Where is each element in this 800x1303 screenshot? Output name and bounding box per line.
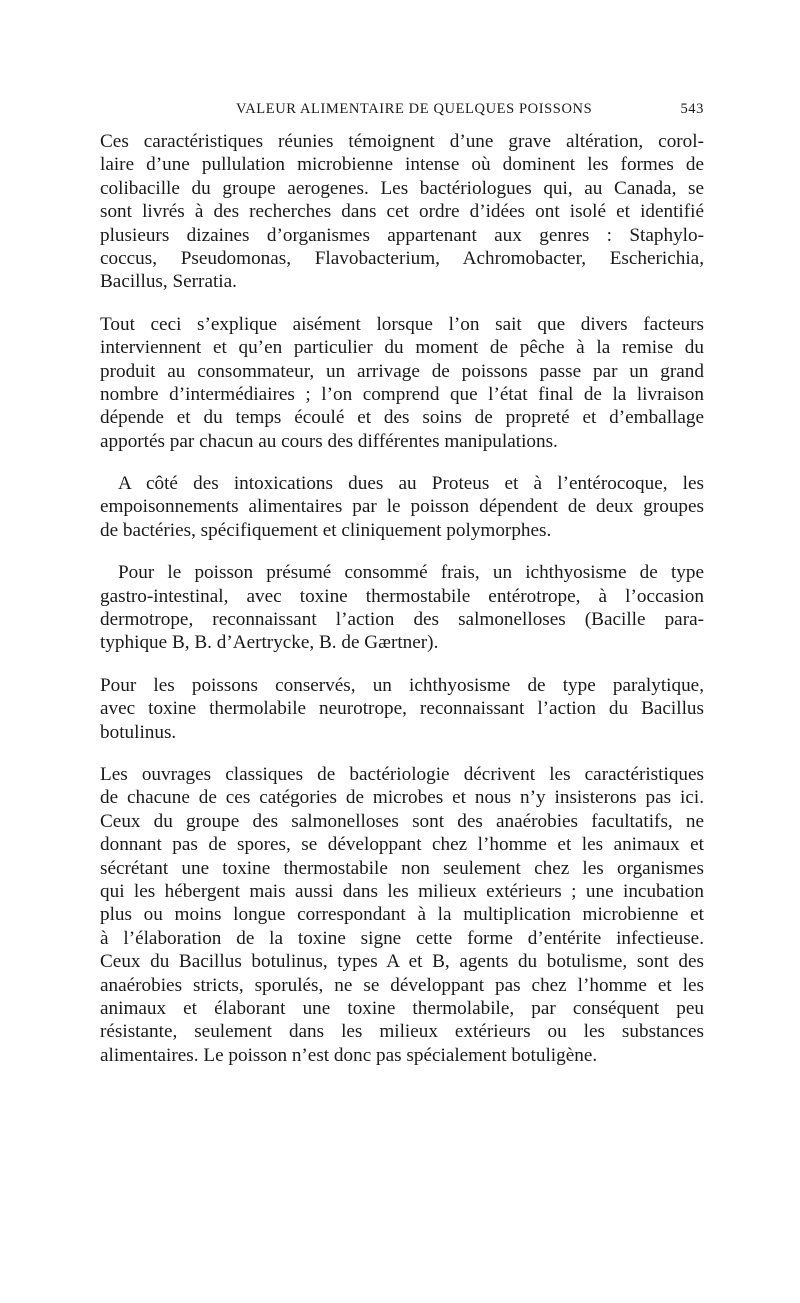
text-line: Pour les poissons conservés, un ichthyosisme de type paralytique, xyxy=(100,674,704,696)
text-line: alimentaires. Le poisson n’est donc pas spécialement botuligène. xyxy=(100,1044,598,1066)
text-line: dépende et du temps écoulé et des soins de propreté et d’emballage xyxy=(100,407,704,429)
text-line: typhique B, B. d’Aertrycke, B. de Gærtner). xyxy=(100,632,439,654)
paragraph-1 xyxy=(100,130,704,294)
text-line: A côté des intoxications dues au Proteus et à l’entérocoque, les xyxy=(118,473,704,495)
text-line: à l’élaboration de la toxine signe cette forme d’entérite infectieuse. xyxy=(100,927,704,949)
text-line: Ceux du groupe des salmonelloses sont des anaérobies facultatifs, ne xyxy=(100,810,704,832)
text-line: animaux et élaborant une toxine thermolabile, par conséquent peu xyxy=(100,997,704,1019)
text-line: sécrétant une toxine thermostabile non seulement chez les organismes xyxy=(100,857,704,879)
text-line: laire d’une pullulation microbienne intense où dominent les formes de xyxy=(100,154,704,176)
paragraph-2 xyxy=(100,313,704,453)
text-line: plus ou moins longue correspondant à la multiplication microbienne et xyxy=(100,904,704,926)
paragraph-6 xyxy=(100,763,704,1067)
text-line: produit au consommateur, un arrivage de poissons passe par un grand xyxy=(100,360,704,382)
text-line: plusieurs dizaines d’organismes appartenant aux genres : Staphylo- xyxy=(100,224,704,246)
text-line: Les ouvrages classiques de bactériologie décrivent les caractéristiques xyxy=(100,763,704,785)
running-title: VALEUR ALIMENTAIRE DE QUELQUES POISSONS xyxy=(236,101,593,117)
text-line: nombre d’intermédiaires ; l’on comprend que l’état final de la livraison xyxy=(100,383,704,405)
text-line: interviennent et qu’en particulier du moment de pêche à la remise du xyxy=(100,337,704,359)
paragraph-5 xyxy=(100,674,704,744)
text-line: sont livrés à des recherches dans cet ordre d’idées ont isolé et identifié xyxy=(100,201,704,223)
text-line: Tout ceci s’explique aisément lorsque l’on sait que divers facteurs xyxy=(100,313,704,335)
text-line: apportés par chacun au cours des différentes manipulations. xyxy=(100,430,558,452)
text-line: coccus, Pseudomonas, Flavobacterium, Achromobacter, Escherichia, xyxy=(100,247,704,269)
text-line: avec toxine thermolabile neurotrope, reconnaissant l’action du Bacillus xyxy=(100,698,704,720)
paragraph-4 xyxy=(100,561,704,655)
text-line: Pour le poisson présumé consommé frais, un ichthyosisme de type xyxy=(118,562,704,584)
text-line: empoisonnements alimentaires par le poisson dépendent de deux groupes xyxy=(100,496,704,518)
running-head xyxy=(100,101,704,121)
text-line: qui les hébergent mais aussi dans les milieux extérieurs ; une incubation xyxy=(100,880,704,902)
text-line: Bacillus, Serratia. xyxy=(100,271,237,293)
text-line: de bactéries, spécifiquement et cliniquement polymorphes. xyxy=(100,519,552,541)
text-line: botulinus. xyxy=(100,721,177,743)
text-line: résistante, seulement dans les milieux extérieurs ou les substances xyxy=(100,1021,704,1043)
text-line: de chacune de ces catégories de microbes et nous n’y insisterons pas ici. xyxy=(100,787,704,809)
text-line: donnant pas de spores, se développant chez l’homme et les animaux et xyxy=(100,834,704,856)
text-line: gastro-intestinal, avec toxine thermostabile entérotrope, à l’occasion xyxy=(100,585,704,607)
text-line: dermotrope, reconnaissant l’action des salmonelloses (Bacille para- xyxy=(100,609,704,631)
text-line: Ces caractéristiques réunies témoignent d’une grave altération, corol- xyxy=(100,131,704,152)
page-number: 543 xyxy=(680,101,704,117)
text-line: Ceux du Bacillus botulinus, types A et B, agents du botulisme, sont des xyxy=(100,951,704,973)
body-text xyxy=(100,130,704,1086)
text-line: colibacille du groupe aerogenes. Les bactériologues qui, au Canada, se xyxy=(100,177,704,199)
text-line: anaérobies stricts, sporulés, ne se développant pas chez l’homme et les xyxy=(100,974,704,996)
paragraph-3 xyxy=(100,472,704,542)
